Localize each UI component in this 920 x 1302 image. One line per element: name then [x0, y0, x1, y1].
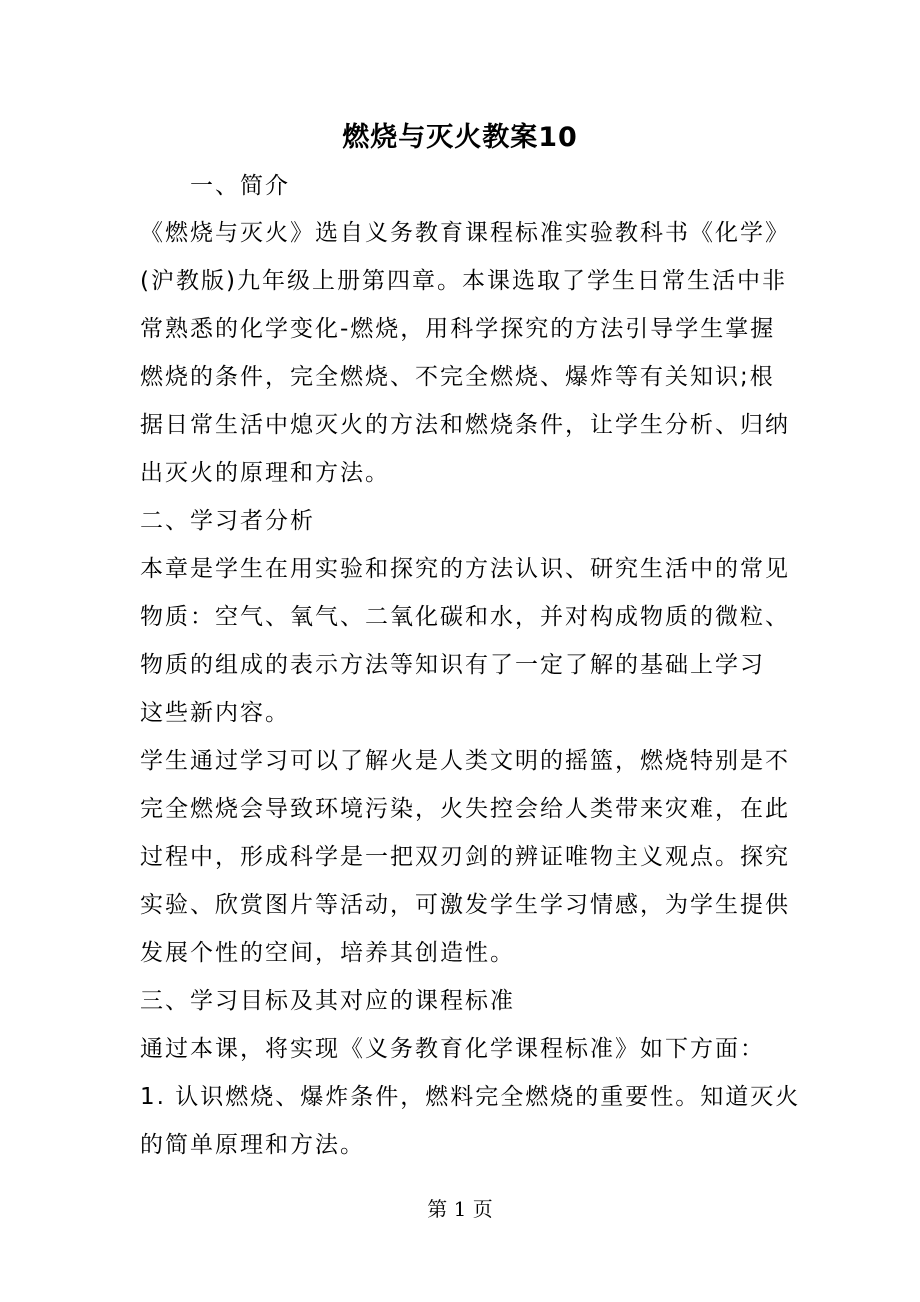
list-item-line: 1. 认识燃烧、爆炸条件，燃料完全燃烧的重要性。知道灭火: [140, 1084, 801, 1110]
list-item-line: 的简单原理和方法。: [140, 1132, 365, 1158]
section-heading-learner-analysis: 二、学习者分析: [140, 508, 315, 534]
paragraph-line: 燃烧的条件，完全燃烧、不完全燃烧、爆炸等有关知识;根: [140, 364, 775, 390]
section-heading-intro: 一、简介: [190, 173, 290, 199]
paragraph-line: 《燃烧与灭火》选自义务教育课程标准实验教科书《化学》: [140, 220, 790, 246]
paragraph-line: 物质：空气、氧气、二氧化碳和水，并对构成物质的微粒、: [140, 604, 790, 630]
paragraph-line: 实验、欣赏图片等活动，可激发学生学习情感，为学生提供: [140, 892, 790, 918]
paragraph-line: 过程中，形成科学是一把双刃剑的辨证唯物主义观点。探究: [140, 844, 790, 870]
paragraph-line: 学生通过学习可以了解火是人类文明的摇篮，燃烧特别是不: [140, 748, 790, 774]
section-heading-objectives: 三、学习目标及其对应的课程标准: [140, 988, 515, 1014]
paragraph-line: 据日常生活中熄灭火的方法和燃烧条件，让学生分析、归纳: [140, 412, 790, 438]
paragraph-line: 常熟悉的化学变化-燃烧，用科学探究的方法引导学生掌握: [140, 316, 776, 342]
paragraph-line: 发展个性的空间，培养其创造性。: [140, 940, 515, 966]
paragraph-line: 物质的组成的表示方法等知识有了一定了解的基础上学习: [140, 652, 765, 678]
paragraph-line: 完全燃烧会导致环境污染，火失控会给人类带来灾难，在此: [140, 796, 790, 822]
paragraph-line: (沪教版)九年级上册第四章。本课选取了学生日常生活中非: [140, 268, 787, 294]
document-title: 燃烧与灭火教案10: [342, 122, 578, 153]
paragraph-line: 这些新内容。: [140, 700, 290, 726]
page-number: 第 1 页: [427, 1197, 493, 1221]
paragraph-line: 通过本课，将实现《义务教育化学课程标准》如下方面：: [140, 1036, 765, 1062]
paragraph-line: 本章是学生在用实验和探究的方法认识、研究生活中的常见: [140, 556, 790, 582]
paragraph-line: 出灭火的原理和方法。: [140, 460, 390, 486]
